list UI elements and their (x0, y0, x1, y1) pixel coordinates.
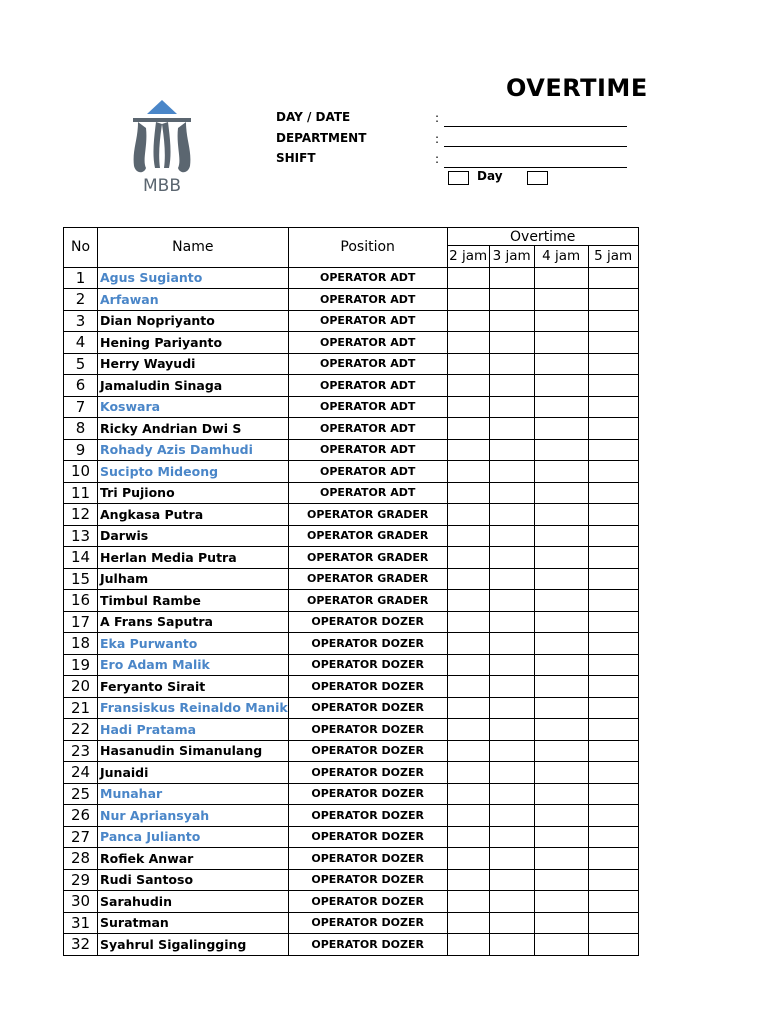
employee-position: OPERATOR ADT (288, 332, 447, 354)
employee-name: Eka Purwanto (98, 633, 289, 655)
overtime-2-jam-cell[interactable] (447, 590, 489, 612)
overtime-2-jam-cell[interactable] (447, 332, 489, 354)
overtime-3-jam-cell[interactable] (489, 848, 534, 870)
overtime-4-jam-cell[interactable] (534, 439, 588, 461)
employee-position: OPERATOR DOZER (288, 654, 447, 676)
overtime-5-jam-cell[interactable] (588, 891, 638, 913)
overtime-3-jam-cell[interactable] (489, 267, 534, 289)
employee-position: OPERATOR DOZER (288, 848, 447, 870)
row-number: 18 (64, 633, 98, 655)
employee-position: OPERATOR ADT (288, 267, 447, 289)
department-field[interactable] (444, 146, 627, 147)
table-row (64, 676, 639, 698)
overtime-2-jam-cell[interactable] (447, 396, 489, 418)
overtime-5-jam-cell[interactable] (588, 934, 638, 956)
overtime-2-jam-cell[interactable] (447, 525, 489, 547)
row-number: 32 (64, 934, 98, 956)
employee-name: Arfawan (98, 289, 289, 311)
table-row (64, 740, 639, 762)
employee-position: OPERATOR ADT (288, 396, 447, 418)
overtime-5-jam-cell[interactable] (588, 848, 638, 870)
overtime-2-jam-cell[interactable] (447, 267, 489, 289)
overtime-5-jam-cell[interactable] (588, 267, 638, 289)
overtime-5-jam-cell[interactable] (588, 611, 638, 633)
employee-position: OPERATOR DOZER (288, 762, 447, 784)
overtime-2-jam-cell[interactable] (447, 826, 489, 848)
table-row (64, 332, 639, 354)
overtime-2-jam-cell[interactable] (447, 783, 489, 805)
table-row (64, 762, 639, 784)
overtime-2-jam-cell[interactable] (447, 568, 489, 590)
overtime-3-jam-cell[interactable] (489, 676, 534, 698)
overtime-5-jam-cell[interactable] (588, 375, 638, 397)
employee-name: Fransiskus Reinaldo Manik (98, 697, 289, 719)
overtime-4-jam-cell[interactable] (534, 848, 588, 870)
overtime-3-jam-cell[interactable] (489, 461, 534, 483)
day-shift-label: Day (477, 169, 503, 183)
overtime-4-jam-cell[interactable] (534, 482, 588, 504)
overtime-5-jam-cell[interactable] (588, 783, 638, 805)
employee-name: Feryanto Sirait (98, 676, 289, 698)
employee-position: OPERATOR DOZER (288, 891, 447, 913)
table-row (64, 310, 639, 332)
overtime-4-jam-cell[interactable] (534, 697, 588, 719)
overtime-3-jam-cell[interactable] (489, 805, 534, 827)
table-row (64, 396, 639, 418)
table-row (64, 633, 639, 655)
overtime-2-jam-cell[interactable] (447, 439, 489, 461)
table-row (64, 848, 639, 870)
overtime-3-jam-cell[interactable] (489, 891, 534, 913)
overtime-4-jam-cell[interactable] (534, 568, 588, 590)
employee-name: A Frans Saputra (98, 611, 289, 633)
overtime-3-jam-cell[interactable] (489, 482, 534, 504)
row-number: 16 (64, 590, 98, 612)
overtime-5-jam-cell[interactable] (588, 332, 638, 354)
overtime-2-jam-cell[interactable] (447, 934, 489, 956)
table-row (64, 912, 639, 934)
overtime-2-jam-cell[interactable] (447, 547, 489, 569)
overtime-3-jam-cell[interactable] (489, 611, 534, 633)
employee-name: Agus Sugianto (98, 267, 289, 289)
overtime-5-jam-cell[interactable] (588, 654, 638, 676)
employee-name: Herry Wayudi (98, 353, 289, 375)
header-4-jam: 4 jam (534, 246, 588, 268)
overtime-2-jam-cell[interactable] (447, 891, 489, 913)
row-number: 1 (64, 267, 98, 289)
employee-name: Hasanudin Simanulang (98, 740, 289, 762)
employee-position: OPERATOR DOZER (288, 697, 447, 719)
overtime-2-jam-cell[interactable] (447, 676, 489, 698)
row-number: 15 (64, 568, 98, 590)
overtime-3-jam-cell[interactable] (489, 547, 534, 569)
overtime-5-jam-cell[interactable] (588, 482, 638, 504)
shift-label: SHIFT (276, 151, 316, 165)
row-number: 12 (64, 504, 98, 526)
day-shift-checkbox[interactable] (448, 171, 469, 185)
row-number: 29 (64, 869, 98, 891)
overtime-5-jam-cell[interactable] (588, 676, 638, 698)
overtime-5-jam-cell[interactable] (588, 762, 638, 784)
row-number: 21 (64, 697, 98, 719)
employee-position: OPERATOR DOZER (288, 805, 447, 827)
overtime-2-jam-cell[interactable] (447, 375, 489, 397)
overtime-5-jam-cell[interactable] (588, 525, 638, 547)
table-row (64, 289, 639, 311)
header-overtime: Overtime (447, 228, 638, 246)
header-2-jam: 2 jam (447, 246, 489, 268)
overtime-4-jam-cell[interactable] (534, 805, 588, 827)
row-number: 8 (64, 418, 98, 440)
table-row (64, 267, 639, 289)
employee-name: Ero Adam Malik (98, 654, 289, 676)
department-label: DEPARTMENT (276, 131, 367, 145)
overtime-3-jam-cell[interactable] (489, 418, 534, 440)
row-number: 24 (64, 762, 98, 784)
overtime-5-jam-cell[interactable] (588, 826, 638, 848)
employee-position: OPERATOR DOZER (288, 719, 447, 741)
row-number: 4 (64, 332, 98, 354)
overtime-5-jam-cell[interactable] (588, 805, 638, 827)
overtime-2-jam-cell[interactable] (447, 805, 489, 827)
table-row (64, 719, 639, 741)
table-row (64, 805, 639, 827)
employee-name: Panca Julianto (98, 826, 289, 848)
header-position: Position (288, 228, 447, 268)
overtime-3-jam-cell[interactable] (489, 504, 534, 526)
overtime-2-jam-cell[interactable] (447, 762, 489, 784)
logo-text: MBB (143, 176, 181, 196)
employee-position: OPERATOR ADT (288, 310, 447, 332)
employee-position: OPERATOR ADT (288, 375, 447, 397)
row-number: 26 (64, 805, 98, 827)
overtime-4-jam-cell[interactable] (534, 461, 588, 483)
row-number: 10 (64, 461, 98, 483)
employee-name: Angkasa Putra (98, 504, 289, 526)
overtime-4-jam-cell[interactable] (534, 912, 588, 934)
overtime-5-jam-cell[interactable] (588, 353, 638, 375)
overtime-3-jam-cell[interactable] (489, 590, 534, 612)
employee-name: Junaidi (98, 762, 289, 784)
overtime-5-jam-cell[interactable] (588, 869, 638, 891)
row-number: 3 (64, 310, 98, 332)
row-number: 6 (64, 375, 98, 397)
overtime-2-jam-cell[interactable] (447, 654, 489, 676)
employee-position: OPERATOR DOZER (288, 633, 447, 655)
overtime-4-jam-cell[interactable] (534, 826, 588, 848)
overtime-4-jam-cell[interactable] (534, 934, 588, 956)
employee-name: Nur Apriansyah (98, 805, 289, 827)
employee-position: OPERATOR DOZER (288, 783, 447, 805)
row-number: 7 (64, 396, 98, 418)
overtime-3-jam-cell[interactable] (489, 375, 534, 397)
row-number: 14 (64, 547, 98, 569)
employee-name: Dian Nopriyanto (98, 310, 289, 332)
row-number: 13 (64, 525, 98, 547)
overtime-4-jam-cell[interactable] (534, 310, 588, 332)
employee-position: OPERATOR ADT (288, 482, 447, 504)
employee-position: OPERATOR DOZER (288, 676, 447, 698)
overtime-2-jam-cell[interactable] (447, 611, 489, 633)
employee-name: Tri Pujiono (98, 482, 289, 504)
employee-position: OPERATOR DOZER (288, 934, 447, 956)
table-row (64, 439, 639, 461)
overtime-3-jam-cell[interactable] (489, 439, 534, 461)
overtime-3-jam-cell[interactable] (489, 289, 534, 311)
table-row (64, 525, 639, 547)
employee-name: Hadi Pratama (98, 719, 289, 741)
table-row (64, 418, 639, 440)
overtime-4-jam-cell[interactable] (534, 590, 588, 612)
overtime-4-jam-cell[interactable] (534, 525, 588, 547)
employee-name: Rohady Azis Damhudi (98, 439, 289, 461)
row-number: 17 (64, 611, 98, 633)
overtime-5-jam-cell[interactable] (588, 568, 638, 590)
table-row (64, 568, 639, 590)
table-row (64, 611, 639, 633)
overtime-5-jam-cell[interactable] (588, 912, 638, 934)
table-row (64, 934, 639, 956)
employee-position: OPERATOR DOZER (288, 912, 447, 934)
employee-name: Timbul Rambe (98, 590, 289, 612)
overtime-3-jam-cell[interactable] (489, 332, 534, 354)
day-date-label: DAY / DATE (276, 110, 351, 124)
table-row (64, 783, 639, 805)
employee-name: Jamaludin Sinaga (98, 375, 289, 397)
employee-name: Munahar (98, 783, 289, 805)
table-row (64, 482, 639, 504)
row-number: 20 (64, 676, 98, 698)
employee-position: OPERATOR GRADER (288, 525, 447, 547)
overtime-2-jam-cell[interactable] (447, 418, 489, 440)
overtime-5-jam-cell[interactable] (588, 504, 638, 526)
overtime-4-jam-cell[interactable] (534, 783, 588, 805)
table-row (64, 697, 639, 719)
overtime-2-jam-cell[interactable] (447, 482, 489, 504)
overtime-3-jam-cell[interactable] (489, 396, 534, 418)
employee-name: Sarahudin (98, 891, 289, 913)
overtime-5-jam-cell[interactable] (588, 697, 638, 719)
overtime-4-jam-cell[interactable] (534, 740, 588, 762)
overtime-4-jam-cell[interactable] (534, 332, 588, 354)
employee-name: Rofiek Anwar (98, 848, 289, 870)
overtime-4-jam-cell[interactable] (534, 654, 588, 676)
employee-position: OPERATOR ADT (288, 439, 447, 461)
employee-position: OPERATOR GRADER (288, 547, 447, 569)
overtime-2-jam-cell[interactable] (447, 310, 489, 332)
overtime-4-jam-cell[interactable] (534, 353, 588, 375)
overtime-2-jam-cell[interactable] (447, 633, 489, 655)
table-row (64, 654, 639, 676)
overtime-2-jam-cell[interactable] (447, 289, 489, 311)
overtime-3-jam-cell[interactable] (489, 740, 534, 762)
overtime-5-jam-cell[interactable] (588, 590, 638, 612)
row-number: 19 (64, 654, 98, 676)
overtime-3-jam-cell[interactable] (489, 762, 534, 784)
header-5-jam: 5 jam (588, 246, 638, 268)
table-row (64, 504, 639, 526)
overtime-5-jam-cell[interactable] (588, 547, 638, 569)
overtime-2-jam-cell[interactable] (447, 461, 489, 483)
overtime-3-jam-cell[interactable] (489, 783, 534, 805)
overtime-3-jam-cell[interactable] (489, 719, 534, 741)
department-colon: : (435, 132, 440, 146)
employee-name: Rudi Santoso (98, 869, 289, 891)
table-row (64, 826, 639, 848)
employee-name: Ricky Andrian Dwi S (98, 418, 289, 440)
overtime-3-jam-cell[interactable] (489, 697, 534, 719)
employee-position: OPERATOR DOZER (288, 611, 447, 633)
night-shift-checkbox[interactable] (527, 171, 548, 185)
table-row (64, 353, 639, 375)
overtime-5-jam-cell[interactable] (588, 396, 638, 418)
overtime-4-jam-cell[interactable] (534, 891, 588, 913)
overtime-5-jam-cell[interactable] (588, 289, 638, 311)
overtime-4-jam-cell[interactable] (534, 719, 588, 741)
overtime-5-jam-cell[interactable] (588, 461, 638, 483)
overtime-4-jam-cell[interactable] (534, 633, 588, 655)
employee-name: Herlan Media Putra (98, 547, 289, 569)
employee-position: OPERATOR GRADER (288, 590, 447, 612)
row-number: 23 (64, 740, 98, 762)
overtime-3-jam-cell[interactable] (489, 633, 534, 655)
overtime-5-jam-cell[interactable] (588, 740, 638, 762)
table-row (64, 547, 639, 569)
table-row (64, 375, 639, 397)
overtime-2-jam-cell[interactable] (447, 719, 489, 741)
row-number: 9 (64, 439, 98, 461)
overtime-4-jam-cell[interactable] (534, 289, 588, 311)
overtime-5-jam-cell[interactable] (588, 310, 638, 332)
overtime-4-jam-cell[interactable] (534, 676, 588, 698)
shift-field[interactable] (444, 167, 627, 168)
row-number: 2 (64, 289, 98, 311)
employee-position: OPERATOR DOZER (288, 869, 447, 891)
overtime-3-jam-cell[interactable] (489, 310, 534, 332)
employee-position: OPERATOR GRADER (288, 568, 447, 590)
day-date-colon: : (435, 111, 440, 125)
employee-name: Suratman (98, 912, 289, 934)
overtime-2-jam-cell[interactable] (447, 869, 489, 891)
overtime-2-jam-cell[interactable] (447, 697, 489, 719)
employee-position: OPERATOR ADT (288, 289, 447, 311)
overtime-4-jam-cell[interactable] (534, 762, 588, 784)
header-3-jam: 3 jam (489, 246, 534, 268)
employee-position: OPERATOR ADT (288, 418, 447, 440)
overtime-2-jam-cell[interactable] (447, 740, 489, 762)
overtime-5-jam-cell[interactable] (588, 719, 638, 741)
employee-name: Hening Pariyanto (98, 332, 289, 354)
overtime-4-jam-cell[interactable] (534, 611, 588, 633)
overtime-3-jam-cell[interactable] (489, 934, 534, 956)
overtime-4-jam-cell[interactable] (534, 267, 588, 289)
table-row (64, 891, 639, 913)
overtime-5-jam-cell[interactable] (588, 439, 638, 461)
row-number: 27 (64, 826, 98, 848)
overtime-2-jam-cell[interactable] (447, 353, 489, 375)
overtime-4-jam-cell[interactable] (534, 418, 588, 440)
employee-name: Sucipto Mideong (98, 461, 289, 483)
overtime-2-jam-cell[interactable] (447, 912, 489, 934)
table-row (64, 590, 639, 612)
overtime-5-jam-cell[interactable] (588, 418, 638, 440)
row-number: 22 (64, 719, 98, 741)
company-logo (124, 98, 200, 194)
overtime-3-jam-cell[interactable] (489, 525, 534, 547)
employee-name: Darwis (98, 525, 289, 547)
overtime-3-jam-cell[interactable] (489, 353, 534, 375)
overtime-3-jam-cell[interactable] (489, 869, 534, 891)
row-number: 28 (64, 848, 98, 870)
row-number: 11 (64, 482, 98, 504)
overtime-table (63, 227, 639, 956)
employee-position: OPERATOR DOZER (288, 826, 447, 848)
overtime-3-jam-cell[interactable] (489, 826, 534, 848)
employee-name: Koswara (98, 396, 289, 418)
overtime-2-jam-cell[interactable] (447, 848, 489, 870)
employee-position: OPERATOR DOZER (288, 740, 447, 762)
overtime-2-jam-cell[interactable] (447, 504, 489, 526)
page-title: OVERTIME (506, 74, 648, 102)
overtime-4-jam-cell[interactable] (534, 375, 588, 397)
table-row (64, 869, 639, 891)
employee-name: Syahrul Sigalingging (98, 934, 289, 956)
employee-position: OPERATOR ADT (288, 353, 447, 375)
day-date-field[interactable] (444, 126, 627, 127)
overtime-3-jam-cell[interactable] (489, 568, 534, 590)
employee-position: OPERATOR GRADER (288, 504, 447, 526)
overtime-4-jam-cell[interactable] (534, 396, 588, 418)
employee-position: OPERATOR ADT (288, 461, 447, 483)
row-number: 31 (64, 912, 98, 934)
table-row (64, 461, 639, 483)
header-name: Name (98, 228, 289, 268)
shift-colon: : (435, 152, 440, 166)
overtime-4-jam-cell[interactable] (534, 504, 588, 526)
overtime-4-jam-cell[interactable] (534, 869, 588, 891)
row-number: 5 (64, 353, 98, 375)
overtime-3-jam-cell[interactable] (489, 912, 534, 934)
header-no: No (64, 228, 98, 268)
overtime-3-jam-cell[interactable] (489, 654, 534, 676)
overtime-5-jam-cell[interactable] (588, 633, 638, 655)
row-number: 30 (64, 891, 98, 913)
overtime-4-jam-cell[interactable] (534, 547, 588, 569)
employee-name: Julham (98, 568, 289, 590)
row-number: 25 (64, 783, 98, 805)
